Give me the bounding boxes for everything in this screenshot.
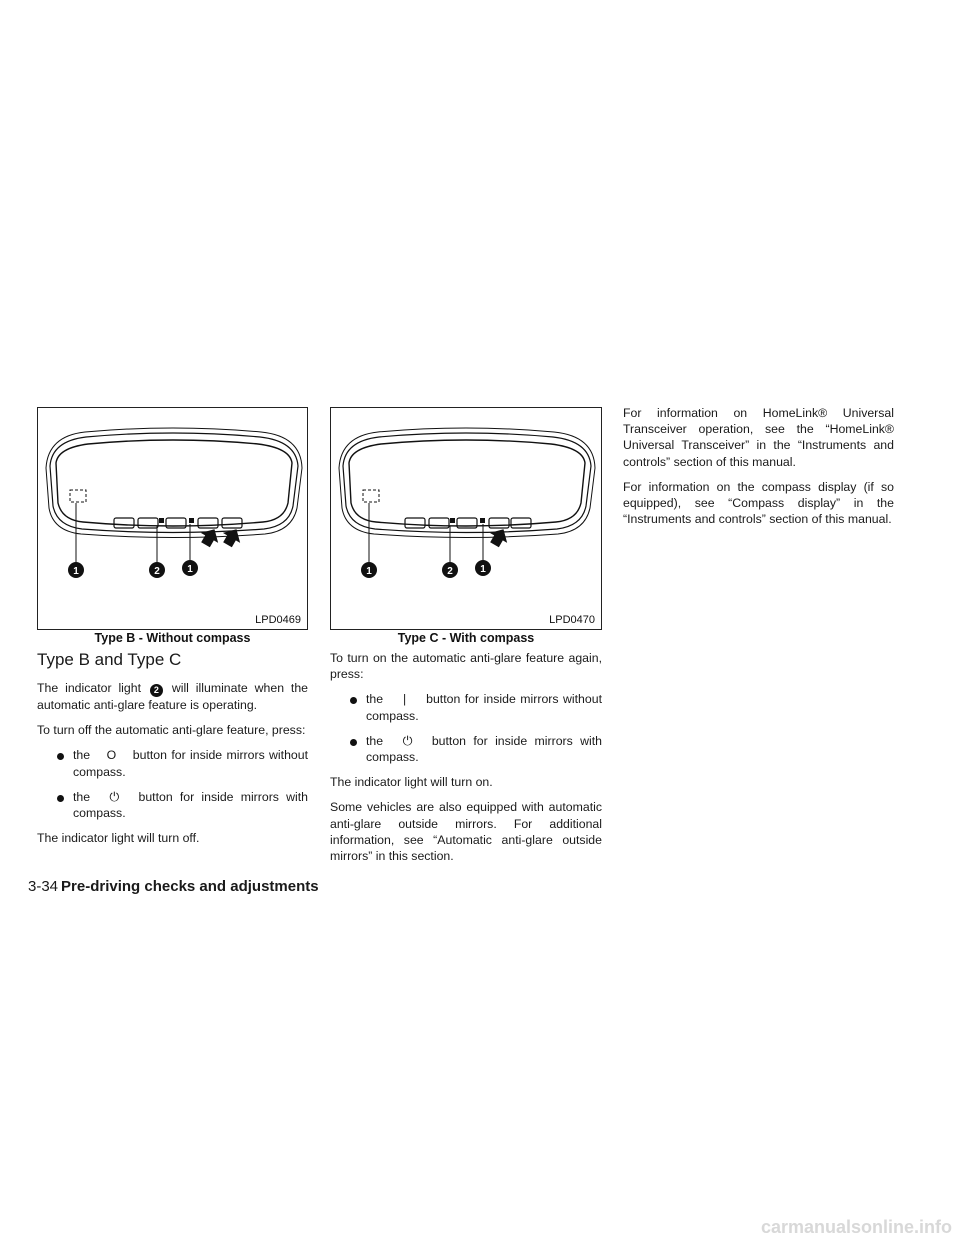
text: button for inside mirrors without compass.	[366, 692, 602, 723]
svg-text:1: 1	[73, 566, 79, 577]
bullet-icon	[350, 697, 357, 704]
text: button for inside mirrors with compass.	[366, 733, 603, 765]
paragraph: The indicator light will turn on.	[330, 775, 493, 790]
text: the	[73, 789, 91, 804]
button-symbol: |	[403, 692, 407, 707]
figure-type-b	[37, 407, 308, 630]
text: the	[366, 692, 384, 707]
callout-1	[361, 562, 377, 578]
paragraph: To turn on the automatic anti-glare feature again, press:	[330, 651, 602, 682]
section-title: Pre-driving checks and adjustments	[61, 878, 319, 895]
svg-text:1: 1	[366, 566, 372, 577]
page-footer	[28, 878, 319, 895]
list-item	[37, 789, 308, 821]
button-symbol: O	[106, 748, 117, 763]
figure-caption: Type C - With compass	[397, 631, 535, 645]
paragraph: For information on HomeLink® Universal Transceiver operation, see the “HomeLink® Universal Transceiver” in the “Instruments and controls” section of this manual.	[623, 406, 894, 469]
figure-code: LPD0469	[255, 614, 301, 626]
figure-type-c	[330, 407, 602, 630]
mirror-diagram-type-c	[331, 408, 601, 629]
callout-2	[149, 562, 165, 578]
section-heading: Type B and Type C	[37, 650, 182, 669]
figure-code: LPD0470	[549, 614, 595, 626]
text: The indicator light	[37, 681, 142, 695]
svg-text:1: 1	[480, 564, 486, 575]
bullet-icon	[57, 795, 64, 802]
paragraph: The indicator light will turn off.	[37, 831, 200, 846]
text: the	[73, 748, 91, 763]
power-icon: ⏻	[109, 789, 120, 804]
column-2	[330, 650, 602, 873]
svg-text:1: 1	[187, 564, 193, 575]
svg-text:2: 2	[447, 566, 453, 577]
list-item	[330, 733, 602, 765]
indicator-number-badge: 2	[150, 684, 163, 697]
paragraph	[37, 680, 308, 713]
list-item	[330, 691, 602, 723]
page-number: 3-34	[28, 878, 59, 895]
callout-1b	[475, 560, 491, 576]
watermark: carmanualsonline.info	[760, 1217, 952, 1237]
list-item	[37, 747, 308, 779]
paragraph: To turn off the automatic anti-glare feature, press:	[37, 723, 306, 738]
column-1	[37, 650, 308, 855]
bullet-icon	[57, 753, 64, 760]
mirror-diagram-type-b	[38, 408, 307, 629]
svg-text:2: 2	[154, 566, 160, 577]
callout-2	[442, 562, 458, 578]
power-icon: ⏻	[402, 733, 413, 748]
callout-1	[68, 562, 84, 578]
bullet-icon	[350, 739, 357, 746]
text: the	[366, 733, 384, 748]
column-3	[623, 405, 894, 536]
text: button for inside mirrors without compass.	[73, 748, 309, 779]
text: button for inside mirrors with compass.	[73, 789, 308, 821]
paragraph: For information on the compass display (if so equipped), see “Compass display” in the “Instruments and controls” section of this manual.	[623, 479, 894, 527]
paragraph: Some vehicles are also equipped with automatic anti-glare outside mirrors. For additional information, see “Automatic anti-glare outside mirrors” in this section.	[330, 800, 602, 864]
figure-caption: Type B - Without compass	[94, 631, 251, 645]
callout-1b	[182, 560, 198, 576]
text: will illuminate when the automatic anti-glare feature is operating.	[37, 681, 309, 712]
